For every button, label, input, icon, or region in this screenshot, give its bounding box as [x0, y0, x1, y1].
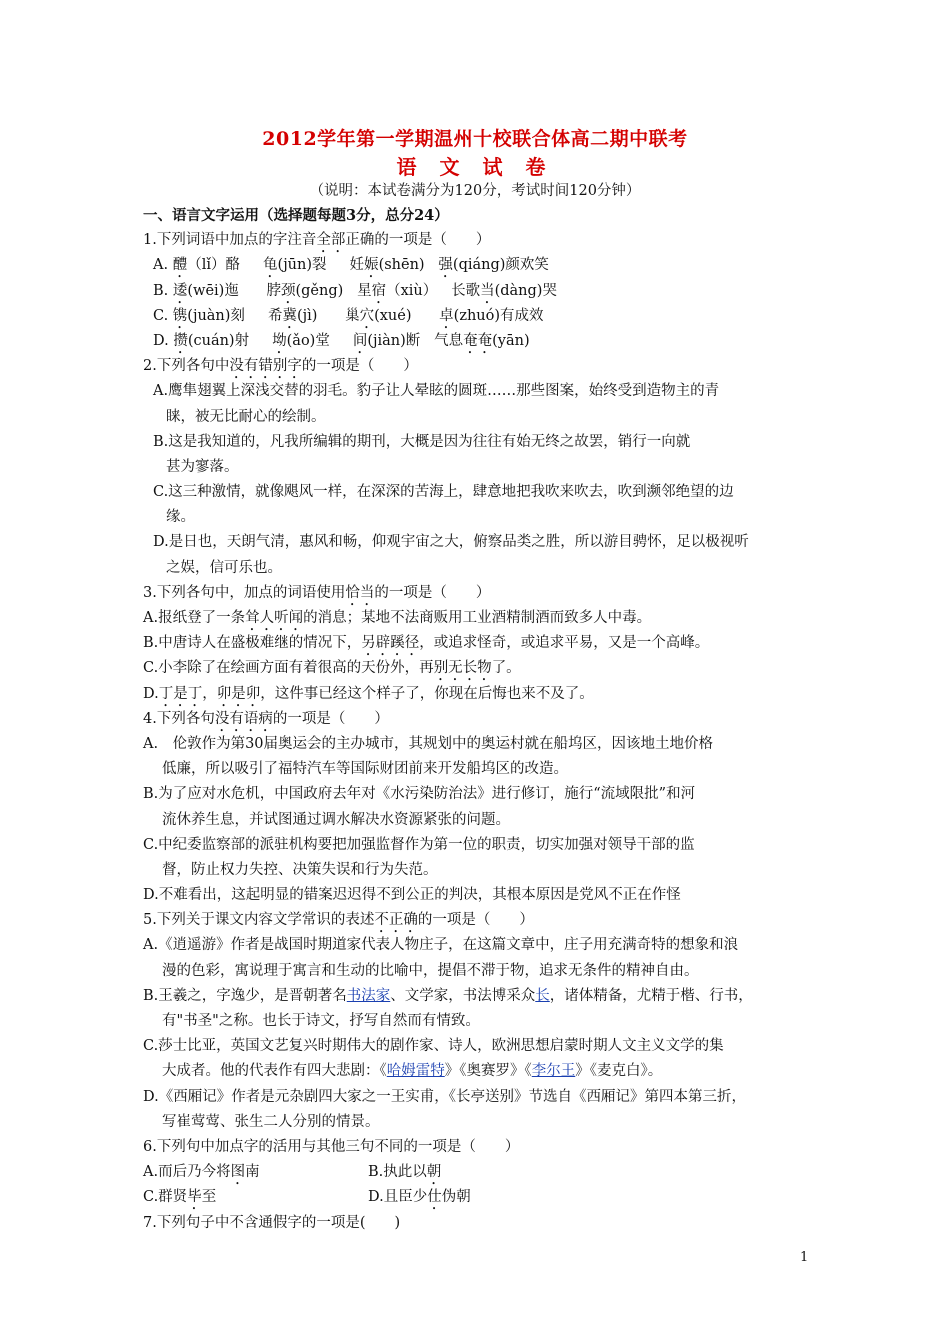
question-5-option-c: C.莎士比亚，英国文艺复兴时期伟大的剧作家、诗人，欧洲思想启蒙时期人文主义文学的集	[143, 1038, 724, 1055]
question-3-option-a: A.报纸登了一条耸人听闻的消息；某地不法商贩用工业酒精制酒而致多人中毒。	[143, 610, 652, 626]
question-4-option-c-cont: 督，防止权力失控、决策失误和行为失范。	[162, 861, 438, 878]
section-heading: 一、语言文字运用（选择题每题3分，总分24）	[143, 207, 449, 224]
question-6-option-b: B.执此以朝	[368, 1164, 442, 1181]
question-2-option-b: B.这是我知道的，凡我所编辑的期刊，大概是因为往往有始无终之故罢，销行一向就	[153, 433, 691, 450]
question-1-option-a: A. 醴（lǐ）酪 龟(jūn)裂 妊娠(shēn) 强(qiáng)颜欢笑	[153, 257, 549, 274]
page-number: 1	[800, 1250, 809, 1265]
question-1-option-c: C. 镌(juàn)刻 希冀(jì) 巢穴(xué) 卓(zhuó)有成效	[153, 307, 544, 324]
question-2-option-c-cont: 缘。	[166, 509, 195, 526]
question-2-option-d: D.是日也，天朗气清，惠风和畅，仰观宇宙之大，俯察品类之胜，所以游目骋怀，足以极视听	[153, 534, 749, 551]
question-5-option-a: A.《逍遥游》作者是战国时期道家代表人物庄子，在这篇文章中，庄子用充满奇特的想象和浪	[143, 937, 739, 954]
question-7-stem: 7.下列句子中不含通假字的一项是( )	[143, 1214, 401, 1231]
question-5-stem: 5.下列关于课文内容文学常识的表述不正确的一项是（ ）	[143, 912, 534, 929]
question-4-option-a: A. 伦敦作为第30届奥运会的主办城市，其规划中的奥运村就在船坞区，因该地土地价格	[143, 735, 714, 752]
question-4-option-b: B.为了应对水危机，中国政府去年对《水污染防治法》进行修订，施行“流域限批”和河	[143, 786, 696, 803]
question-6-options-cd	[143, 1185, 811, 1210]
exam-title: 2012学年第一学期温州十校联合体高二期中联考	[262, 128, 688, 150]
question-2-stem: 2.下列各句中没有错别字的一项是（ ）	[143, 358, 418, 375]
link-chang[interactable]: 长	[535, 987, 550, 1004]
link-hamlet[interactable]: 哈姆雷特	[386, 1063, 445, 1080]
link-king-lear[interactable]: 李尔王	[531, 1063, 576, 1080]
question-4-option-a-cont: 低廉，所以吸引了福特汽车等国际财团前来开发船坞区的改造。	[162, 761, 568, 778]
question-5-option-b-cont: 有"书圣"之称。也长于诗文，抒写自然而有情致。	[162, 1013, 480, 1029]
question-5-option-d-cont: 写崔莺莺、张生二人分别的情景。	[162, 1113, 380, 1130]
question-5-option-b: B.王羲之，字逸少，是晋朝著名书法家、文学家，书法博采众长，诸体精备，尤精于楷、行书，	[143, 987, 753, 1004]
question-6-option-a: A.而后乃今将图南	[143, 1164, 260, 1181]
question-4-stem: 4.下列各句没有语病的一项是（ ）	[143, 710, 389, 727]
question-2-option-c: C.这三种激情，就像飓风一样，在深深的苦海上，肆意地把我吹来吹去，吹到濒邻绝望的边	[153, 484, 734, 501]
question-5-option-d: D.《西厢记》作者是元杂剧四大家之一王实甫，《长亭送别》节选自《西厢记》第四本第三折，	[143, 1088, 746, 1105]
question-3-option-c: C.小李除了在绘画方面有着很高的天份外，再别无长物了。	[143, 660, 521, 677]
question-4-option-c: C.中纪委监察部的派驻机构要把加强监督作为第一位的职责，切实加强对领导干部的监	[143, 836, 695, 853]
question-4-option-d: D.不难看出，这起明显的错案迟迟得不到公正的判决，其根本原因是党风不正在作怪	[143, 887, 681, 904]
question-3-option-b: B.中唐诗人在盛极难继的情况下，另辟蹊径，或追求怪奇，或追求平易，又是一个高峰。	[143, 635, 710, 652]
question-2-option-a: A.鹰隼翅翼上深浅交替的羽毛。豹子让人晕眩的圆斑……那些图案，始终受到造物主的青	[153, 383, 720, 400]
question-6-stem: 6.下列句中加点字的活用与其他三句不同的一项是（ ）	[143, 1138, 520, 1155]
question-6-option-c: C.群贤毕至	[143, 1189, 217, 1206]
question-5-option-c-cont: 大成者。他的代表作有四大悲剧：《哈姆雷特》《奥赛罗》《李尔王》《麦克白》。	[162, 1063, 663, 1080]
exam-content	[143, 203, 811, 1236]
question-2-option-a-cont: 睐，被无比耐心的绘制。	[166, 408, 326, 425]
question-5-option-a-cont: 漫的色彩，寓说理于寓言和生动的比喻中，提倡不滞于物，追求无条件的精神自由。	[162, 962, 699, 979]
link-calligrapher[interactable]: 书法家	[346, 987, 391, 1004]
question-2-option-b-cont: 甚为寥落。	[166, 458, 239, 475]
question-3-stem: 3.下列各句中，加点的词语使用恰当的一项是（ ）	[143, 584, 491, 601]
question-2-option-d-cont: 之娱，信可乐也。	[166, 559, 282, 576]
question-6-option-d: D.且臣少仕伪朝	[368, 1189, 471, 1206]
question-1-option-d: D. 攒(cuán)射 坳(ǎo)堂 间(jiàn)断 气息奄奄(yān)	[153, 332, 530, 349]
question-1-option-b: B. 逶(wēi)迤 脖颈(gěng) 星宿（xiù） 长歌当(dàng)哭	[153, 282, 557, 299]
question-1-stem: 1.下列词语中加点的字注音全部正确的一项是（ ）	[143, 232, 491, 249]
exam-note: （说明：本试卷满分为120分，考试时间120分钟）	[309, 183, 641, 199]
question-4-option-b-cont: 流休养生息，并试图通过调水解决水资源紧张的问题。	[162, 811, 510, 828]
question-6-options-ab	[143, 1160, 811, 1185]
exam-subtitle: 语 文 试 卷	[396, 155, 554, 179]
question-3-option-d: D.丁是丁，卯是卯，这件事已经这个样子了，你现在后悔也来不及了。	[143, 685, 594, 702]
